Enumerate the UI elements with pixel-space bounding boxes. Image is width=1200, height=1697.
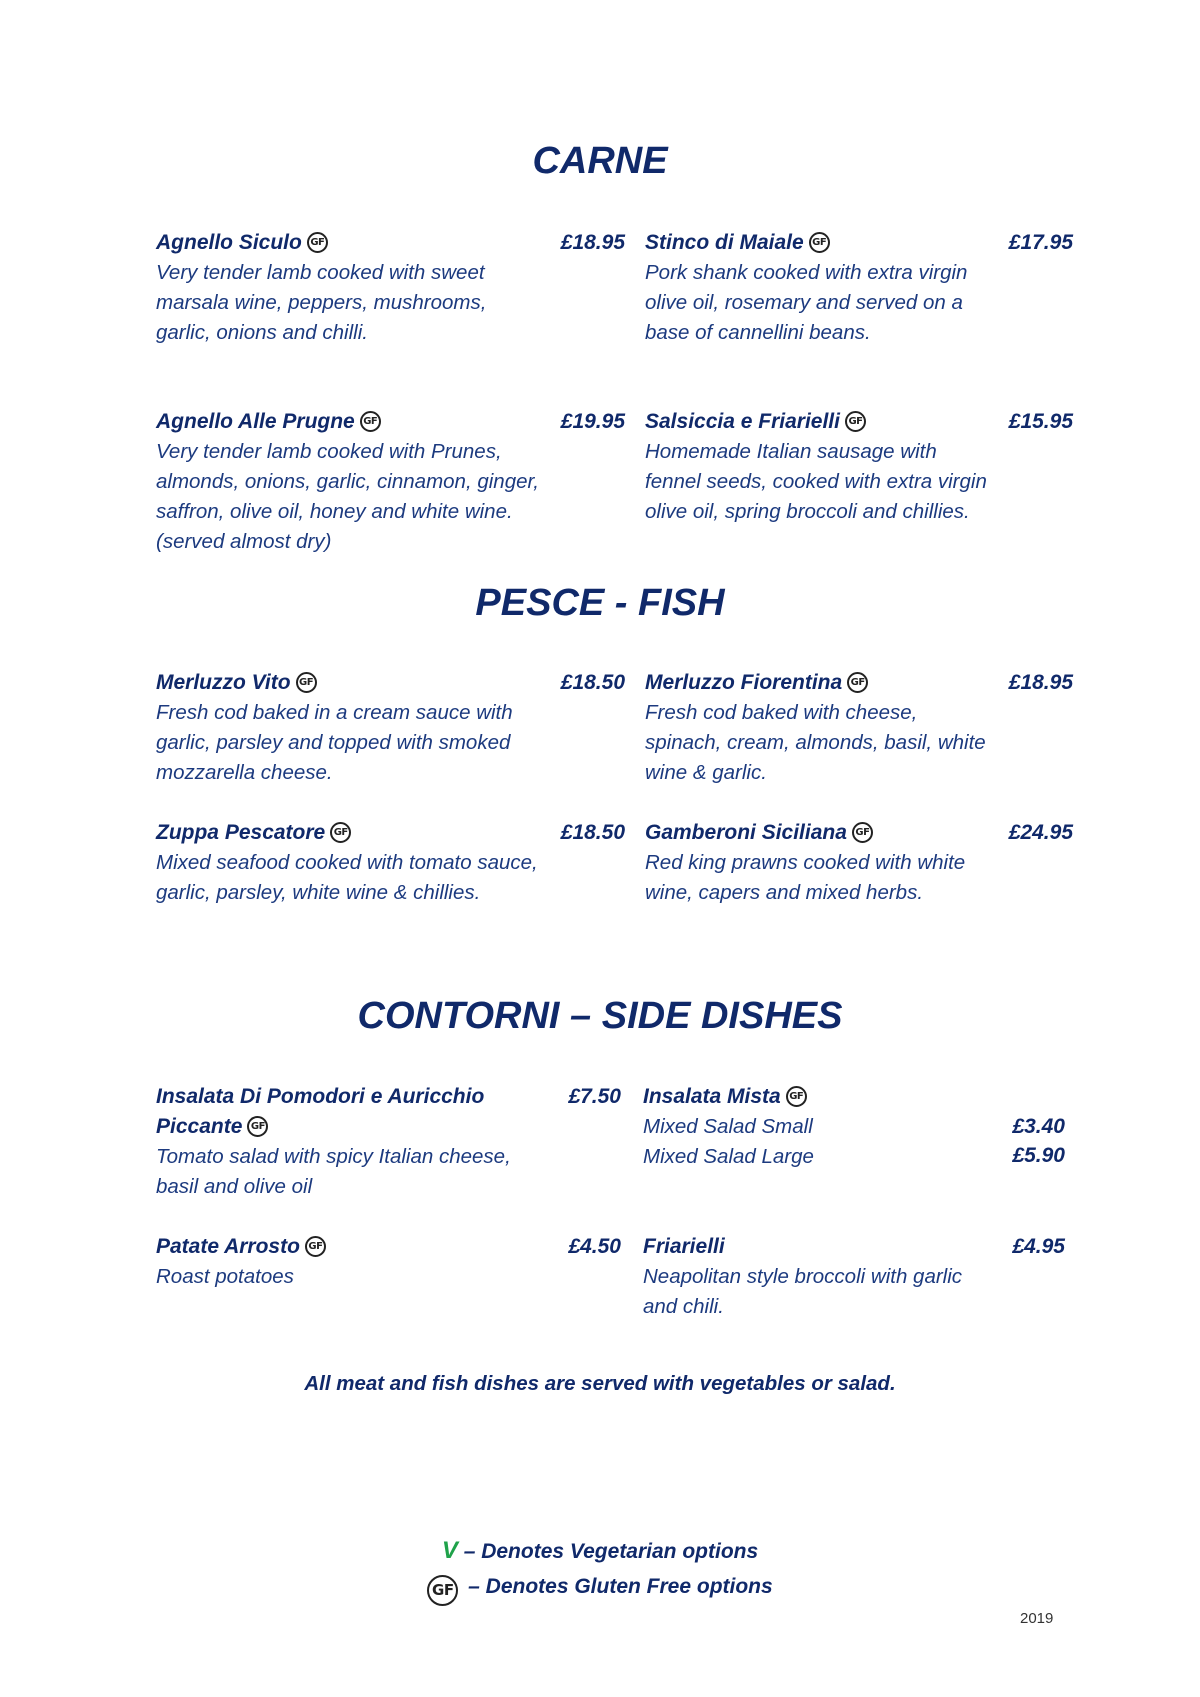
section-title-fish: PESCE - FISH [475, 582, 725, 624]
item-name: Agnello Alle Prugne [156, 410, 355, 433]
menu-item-salsiccia-e-friarielli [645, 407, 995, 527]
gluten-free-icon: GF [247, 1116, 268, 1137]
mixed-salad-large-price: £5.90 [1012, 1144, 1065, 1167]
menu-item-friarielli [643, 1232, 993, 1322]
menu-item-insalata-pomodori [156, 1082, 546, 1202]
served-with-note: All meat and fish dishes are served with vegetables or salad. [304, 1372, 896, 1395]
item-price: £18.50 [560, 671, 625, 694]
item-name: Stinco di Maiale [645, 231, 804, 254]
item-price: £17.95 [1008, 231, 1073, 254]
menu-item-insalata-mista [643, 1082, 993, 1172]
item-price: £4.50 [568, 1235, 621, 1258]
item-price: £18.95 [560, 231, 625, 254]
gluten-free-icon: GF [786, 1086, 807, 1107]
menu-item-gamberoni-siciliana [645, 818, 995, 908]
menu-item-merluzzo-fiorentina [645, 668, 995, 788]
item-description: Fresh cod baked with cheese, spinach, cream, almonds, basil, white wine & garlic. [645, 701, 986, 784]
item-name: Gamberoni Siciliana [645, 821, 847, 844]
item-name: Insalata Di Pomodori e Auricchio Piccante [156, 1085, 485, 1138]
legend-gluten-free [0, 1575, 1200, 1606]
item-description: Pork shank cooked with extra virgin olive oil, rosemary and served on a base of cannellini beans. [645, 261, 968, 344]
item-price: £7.50 [568, 1085, 621, 1108]
item-description: Tomato salad with spicy Italian cheese, basil and olive oil [156, 1145, 511, 1198]
legend-vegetarian-text: – Denotes Vegetarian options [463, 1540, 759, 1563]
menu-item-agnello-siculo [156, 228, 546, 348]
item-name: Friarielli [643, 1235, 725, 1258]
gluten-free-icon: GF [330, 822, 351, 843]
item-name: Merluzzo Fiorentina [645, 671, 843, 694]
vegetarian-symbol: V [441, 1537, 458, 1564]
item-price: £18.50 [560, 821, 625, 844]
item-price: £15.95 [1008, 410, 1073, 433]
year-label: 2019 [1020, 1610, 1054, 1627]
legend-gluten-free-text: – Denotes Gluten Free options [468, 1575, 773, 1598]
item-price: £18.95 [1008, 671, 1073, 694]
item-description: Roast potatoes [156, 1265, 294, 1288]
item-description: Homemade Italian sausage with fennel seeds, cooked with extra virgin olive oil, spring broccoli and chillies. [645, 440, 987, 523]
item-price: £19.95 [560, 410, 625, 433]
item-description: Very tender lamb cooked with sweet marsala wine, peppers, mushrooms, garlic, onions and chilli. [156, 261, 487, 344]
legend-vegetarian [0, 1537, 1200, 1565]
item-price: £4.95 [1012, 1235, 1065, 1258]
gluten-free-icon: GF [296, 672, 317, 693]
gluten-free-icon: GF [845, 411, 866, 432]
section-title-sides: CONTORNI – SIDE DISHES [357, 995, 843, 1037]
item-price: £24.95 [1008, 821, 1073, 844]
section-title-carne: CARNE [532, 140, 668, 182]
gluten-free-icon: GF [427, 1575, 458, 1606]
gluten-free-icon: GF [852, 822, 873, 843]
menu-item-agnello-alle-prugne [156, 407, 546, 557]
item-description: Very tender lamb cooked with Prunes, almonds, onions, garlic, cinnamon, ginger, saffron, olive oil, honey and white wine. (served almost dry) [156, 440, 539, 553]
gluten-free-icon: GF [847, 672, 868, 693]
item-name: Merluzzo Vito [156, 671, 291, 694]
item-name: Salsiccia e Friarielli [645, 410, 840, 433]
gluten-free-icon: GF [305, 1236, 326, 1257]
menu-item-patate-arrosto [156, 1232, 546, 1292]
gluten-free-icon: GF [307, 232, 328, 253]
mixed-salad-large-label: Mixed Salad Large [643, 1145, 814, 1168]
item-description: Fresh cod baked in a cream sauce with garlic, parsley and topped with smoked mozzarella cheese. [156, 701, 513, 784]
mixed-salad-small-label: Mixed Salad Small [643, 1115, 813, 1138]
item-name: Zuppa Pescatore [156, 821, 326, 844]
gluten-free-icon: GF [809, 232, 830, 253]
menu-item-stinco-di-maiale [645, 228, 995, 348]
item-name: Insalata Mista [643, 1085, 781, 1108]
mixed-salad-small-price: £3.40 [1012, 1115, 1065, 1138]
menu-item-merluzzo-vito [156, 668, 546, 788]
item-description: Neapolitan style broccoli with garlic and chili. [643, 1265, 963, 1318]
item-name: Agnello Siculo [156, 231, 302, 254]
item-description: Red king prawns cooked with white wine, capers and mixed herbs. [645, 851, 966, 904]
item-name: Patate Arrosto [156, 1235, 300, 1258]
gluten-free-icon: GF [360, 411, 381, 432]
item-description: Mixed seafood cooked with tomato sauce, garlic, parsley, white wine & chillies. [156, 851, 538, 904]
menu-item-zuppa-pescatore [156, 818, 546, 908]
